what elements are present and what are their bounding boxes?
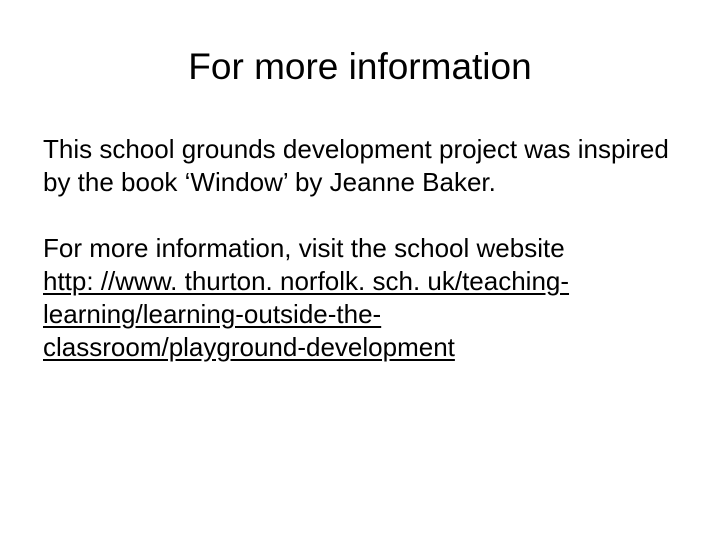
link-line-2: learning/learning-outside-the- bbox=[43, 299, 382, 329]
project-description: This school grounds development project was inspired by the book ‘Window’ by Jeanne Baker. bbox=[43, 134, 669, 197]
link-line-1: http: //www. thurton. norfolk. sch. uk/teaching- bbox=[43, 266, 570, 296]
slide-title: For more information bbox=[188, 46, 532, 87]
link-line-3: classroom/playground-development bbox=[43, 332, 455, 362]
website-paragraph bbox=[43, 232, 683, 364]
school-website-link[interactable] bbox=[43, 265, 683, 364]
slide-body bbox=[43, 133, 683, 364]
website-intro-text: For more information, visit the school website bbox=[43, 233, 565, 263]
